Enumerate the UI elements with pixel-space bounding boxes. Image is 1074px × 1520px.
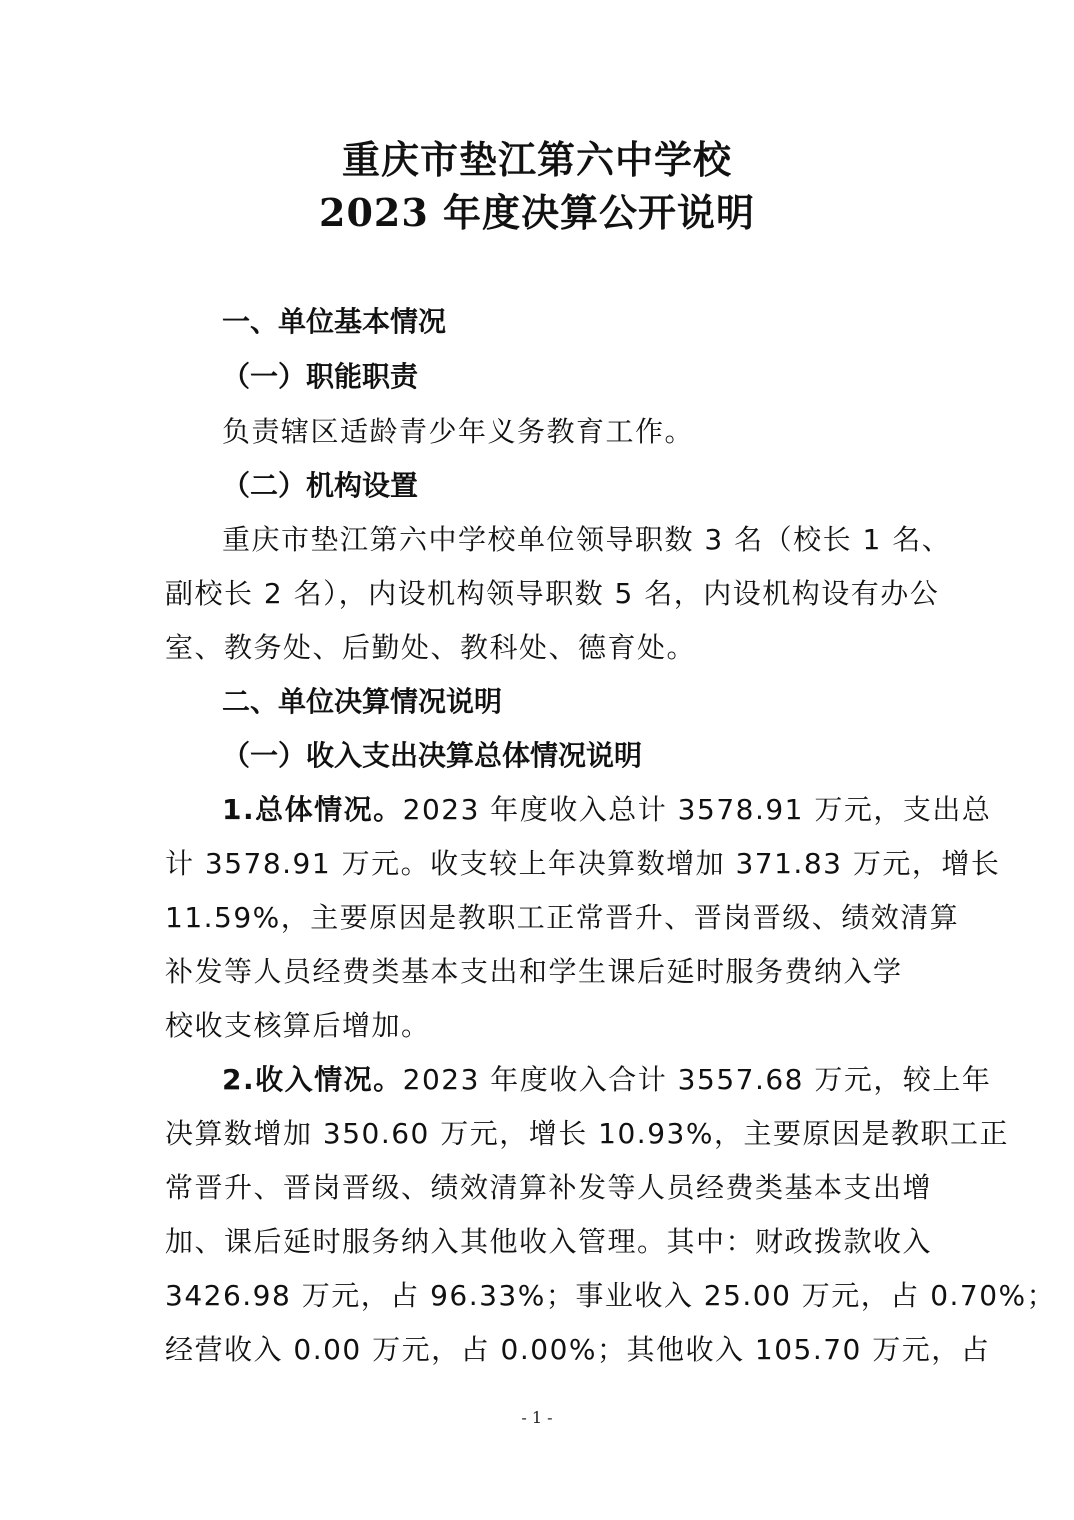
paragraph-1-first-line	[222, 792, 991, 828]
paragraph-2-line: 常晋升、晋岗晋级、绩效清算补发等人员经费类基本支出增	[165, 1171, 933, 1204]
section-2-heading: 二、单位决算情况说明	[222, 685, 503, 718]
paragraph-1-lead: 1.总体情况。	[222, 793, 403, 826]
section-1-2-heading: （二）机构设置	[222, 469, 419, 502]
section-1-2-line: 副校长 2 名），内设机构领导职数 5 名，内设机构设有办公	[165, 577, 940, 610]
paragraph-2-first-text: 2023 年度收入合计 3557.68 万元，较上年	[402, 1063, 992, 1096]
paragraph-1-line: 计 3578.91 万元。收支较上年决算数增加 371.83 万元，增长	[165, 847, 1001, 880]
paragraph-1-line: 校收支核算后增加。	[165, 1009, 431, 1042]
section-1-2-line: 重庆市垫江第六中学校单位领导职数 3 名（校长 1 名、	[222, 523, 952, 556]
document-title-line-1: 重庆市垫江第六中学校	[341, 137, 732, 182]
paragraph-2-line: 加、课后延时服务纳入其他收入管理。其中：财政拨款收入	[165, 1225, 933, 1258]
paragraph-2-line: 决算数增加 350.60 万元，增长 10.93%，主要原因是教职工正	[165, 1117, 1009, 1150]
section-1-1-text: 负责辖区适龄青少年义务教育工作。	[222, 415, 695, 448]
paragraph-2-first-line	[222, 1062, 991, 1098]
section-1-1-heading: （一）职能职责	[222, 360, 419, 393]
section-1-heading: 一、单位基本情况	[222, 305, 447, 338]
paragraph-1-line: 11.59%，主要原因是教职工正常晋升、晋岗晋级、绩效清算	[165, 901, 960, 934]
paragraph-2-lead: 2.收入情况。	[222, 1063, 403, 1096]
paragraph-2-line: 经营收入 0.00 万元，占 0.00%；其他收入 105.70 万元，占	[165, 1333, 991, 1366]
section-1-2-line: 室、教务处、后勤处、教科处、德育处。	[165, 631, 697, 664]
paragraph-2-line: 3426.98 万元，占 96.33%；事业收入 25.00 万元，占 0.70%；	[165, 1279, 1057, 1312]
paragraph-1-line: 补发等人员经费类基本支出和学生课后延时服务费纳入学	[165, 955, 903, 988]
paragraph-1-first-text: 2023 年度收入总计 3578.91 万元，支出总	[402, 793, 992, 826]
page-number: - 1 -	[521, 1408, 553, 1427]
section-2-1-heading: （一）收入支出决算总体情况说明	[222, 739, 643, 772]
document-title-line-2: 2023 年度决算公开说明	[319, 190, 755, 235]
